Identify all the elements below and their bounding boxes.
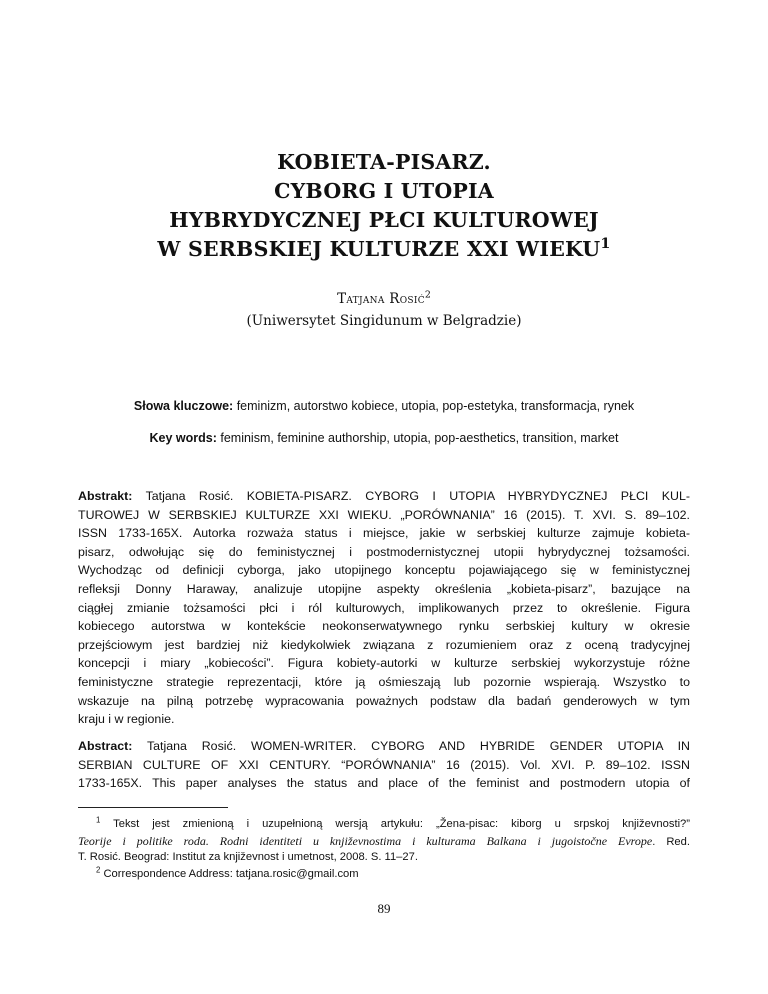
title-line: KOBIETA-PISARZ. (277, 150, 491, 174)
author-block (0, 288, 768, 332)
footnote-italic-title: Teorije i politike roda. Rodni identiteti u književnostima i kulturama Balkana i jugoistočne Evrope (78, 833, 653, 848)
abstract-line: 1733-165X. This paper analyses the status and place of the feminist and postmodern utopia of (78, 776, 690, 791)
abstract-line: koncepcji i miary „kobiecości”. Figura kobiety-autorki w kulturze serbskiej wykorzystuje różne (78, 656, 690, 671)
title-line: W SERBSKIEJ KULTURZE XXI WIEKU$^1$ (157, 236, 611, 261)
footnote-ref-1[interactable]: 1 (600, 236, 611, 253)
abstract-line: SERBIAN CULTURE OF XXI CENTURY. “PORÓWNANIA” 16 (2015). Vol. XVI. P. 89–102. ISSN (78, 757, 690, 772)
article-title (0, 148, 768, 264)
keywords-polish (0, 399, 768, 413)
abstract-label: Abstract: (78, 739, 133, 753)
footnote-divider (78, 807, 228, 808)
footnote-line (96, 866, 690, 883)
footnote-mark: 2 (96, 865, 101, 875)
abstract-polish (78, 487, 690, 729)
title-line: CYBORG I UTOPIA (274, 179, 494, 203)
abstract-line: feministyczne strategie reprezentacji, które ją ośmieszają lub pozornie wspierają. Wszystko to (78, 674, 690, 689)
abstract-line: ISSN 1733-165X. Autorka rozważa status i miejsce, jakie w serbskiej kulturze zajmuje kobieta- (78, 526, 690, 541)
abstract-line: kraju i w regionie. (78, 712, 175, 727)
abstract-line: Abstract: Tatjana Rosić. WOMEN-WRITER. CYBORG AND HYBRIDE GENDER UTOPIA IN (78, 739, 690, 753)
abstract-line: ciągłej zmianie tożsamości płci i ról kulturowych, implikowanych przez to określenie. Figura (78, 600, 690, 615)
keywords-label: Key words: (149, 431, 217, 445)
footnote-2 (78, 866, 690, 883)
abstract-label: Abstrakt: (78, 489, 133, 503)
keywords-english (0, 431, 768, 445)
footnote-mark: 1 (96, 815, 101, 825)
abstract-english (78, 737, 690, 793)
footnote-line: Teorije i politike roda. Rodni identiteti u književnostima i kulturama Balkana i jugoistočne Evrope. Red. (78, 833, 690, 848)
abstract-line: wskazuje na pilną potrzebę wypracowania poważnych podstaw dla badań genderowych w tym (78, 693, 690, 708)
title-line: HYBRYDYCZNEJ PŁCI KULTUROWEJ (169, 208, 599, 232)
abstract-line: Abstrakt: Tatjana Rosić. KOBIETA-PISARZ. CYBORG I UTOPIA HYBRYDYCZNEJ PŁCI KUL- (78, 489, 690, 503)
abstract-line: refleksji Donny Haraway, analizuje utopijne aspekty określenia „kobieta-pisarz”, bazujące na (78, 581, 690, 596)
author-name: Tatjana Rosić (337, 291, 425, 307)
footnote-ref-2[interactable]: 2 (424, 289, 431, 301)
footnote-line: $^1$ Tekst jest zmienioną i uzupełnioną wersją artykułu: „Žena-pisac: kiborg u srpskoj književnosti?” (96, 815, 690, 830)
abstract-line: Wychodząc od definicji cyborga, jako utopijnego konceptu pojawiającego się w feministycznej (78, 563, 690, 578)
correspondence-email[interactable]: Correspondence Address: tatjana.rosic@gmail.com (100, 868, 359, 880)
abstract-line: przejściowym jest bardziej niż kiedykolwiek związana z rozumieniem oraz z oceną tradycyjnej (78, 637, 690, 652)
author-name-line (0, 288, 768, 310)
page-number: 89 (377, 901, 391, 916)
abstract-line: TUROWEJ W SERBSKIEJ KULTURZE XXI WIEKU. „PORÓWNANIA” 16 (2015). T. XVI. S. 89–102. (78, 507, 690, 522)
footnote-line: T. Rosić. Beograd: Institut za književnost i umetnost, 2008. S. 11–27. (78, 851, 418, 863)
keywords-label: Słowa kluczowe: (133, 399, 234, 413)
abstract-line: kobiecego autorstwa w kontekście neokonserwatywnego rynku serbskiej kultury w okresie (78, 619, 690, 634)
abstract-line: pisarz, odwołując się do feministycznej i postmodernistycznej utopii hybrydycznej tożsamości. (78, 544, 690, 559)
keywords-text: feminizm, autorstwo kobiece, utopia, pop-estetyka, transformacja, rynek (233, 399, 635, 413)
footnote-1 (78, 816, 690, 866)
author-affiliation: (Uniwersytet Singidunum w Belgradzie) (246, 313, 522, 329)
keywords-text: feminism, feminine authorship, utopia, pop-aesthetics, transition, market (216, 431, 619, 445)
